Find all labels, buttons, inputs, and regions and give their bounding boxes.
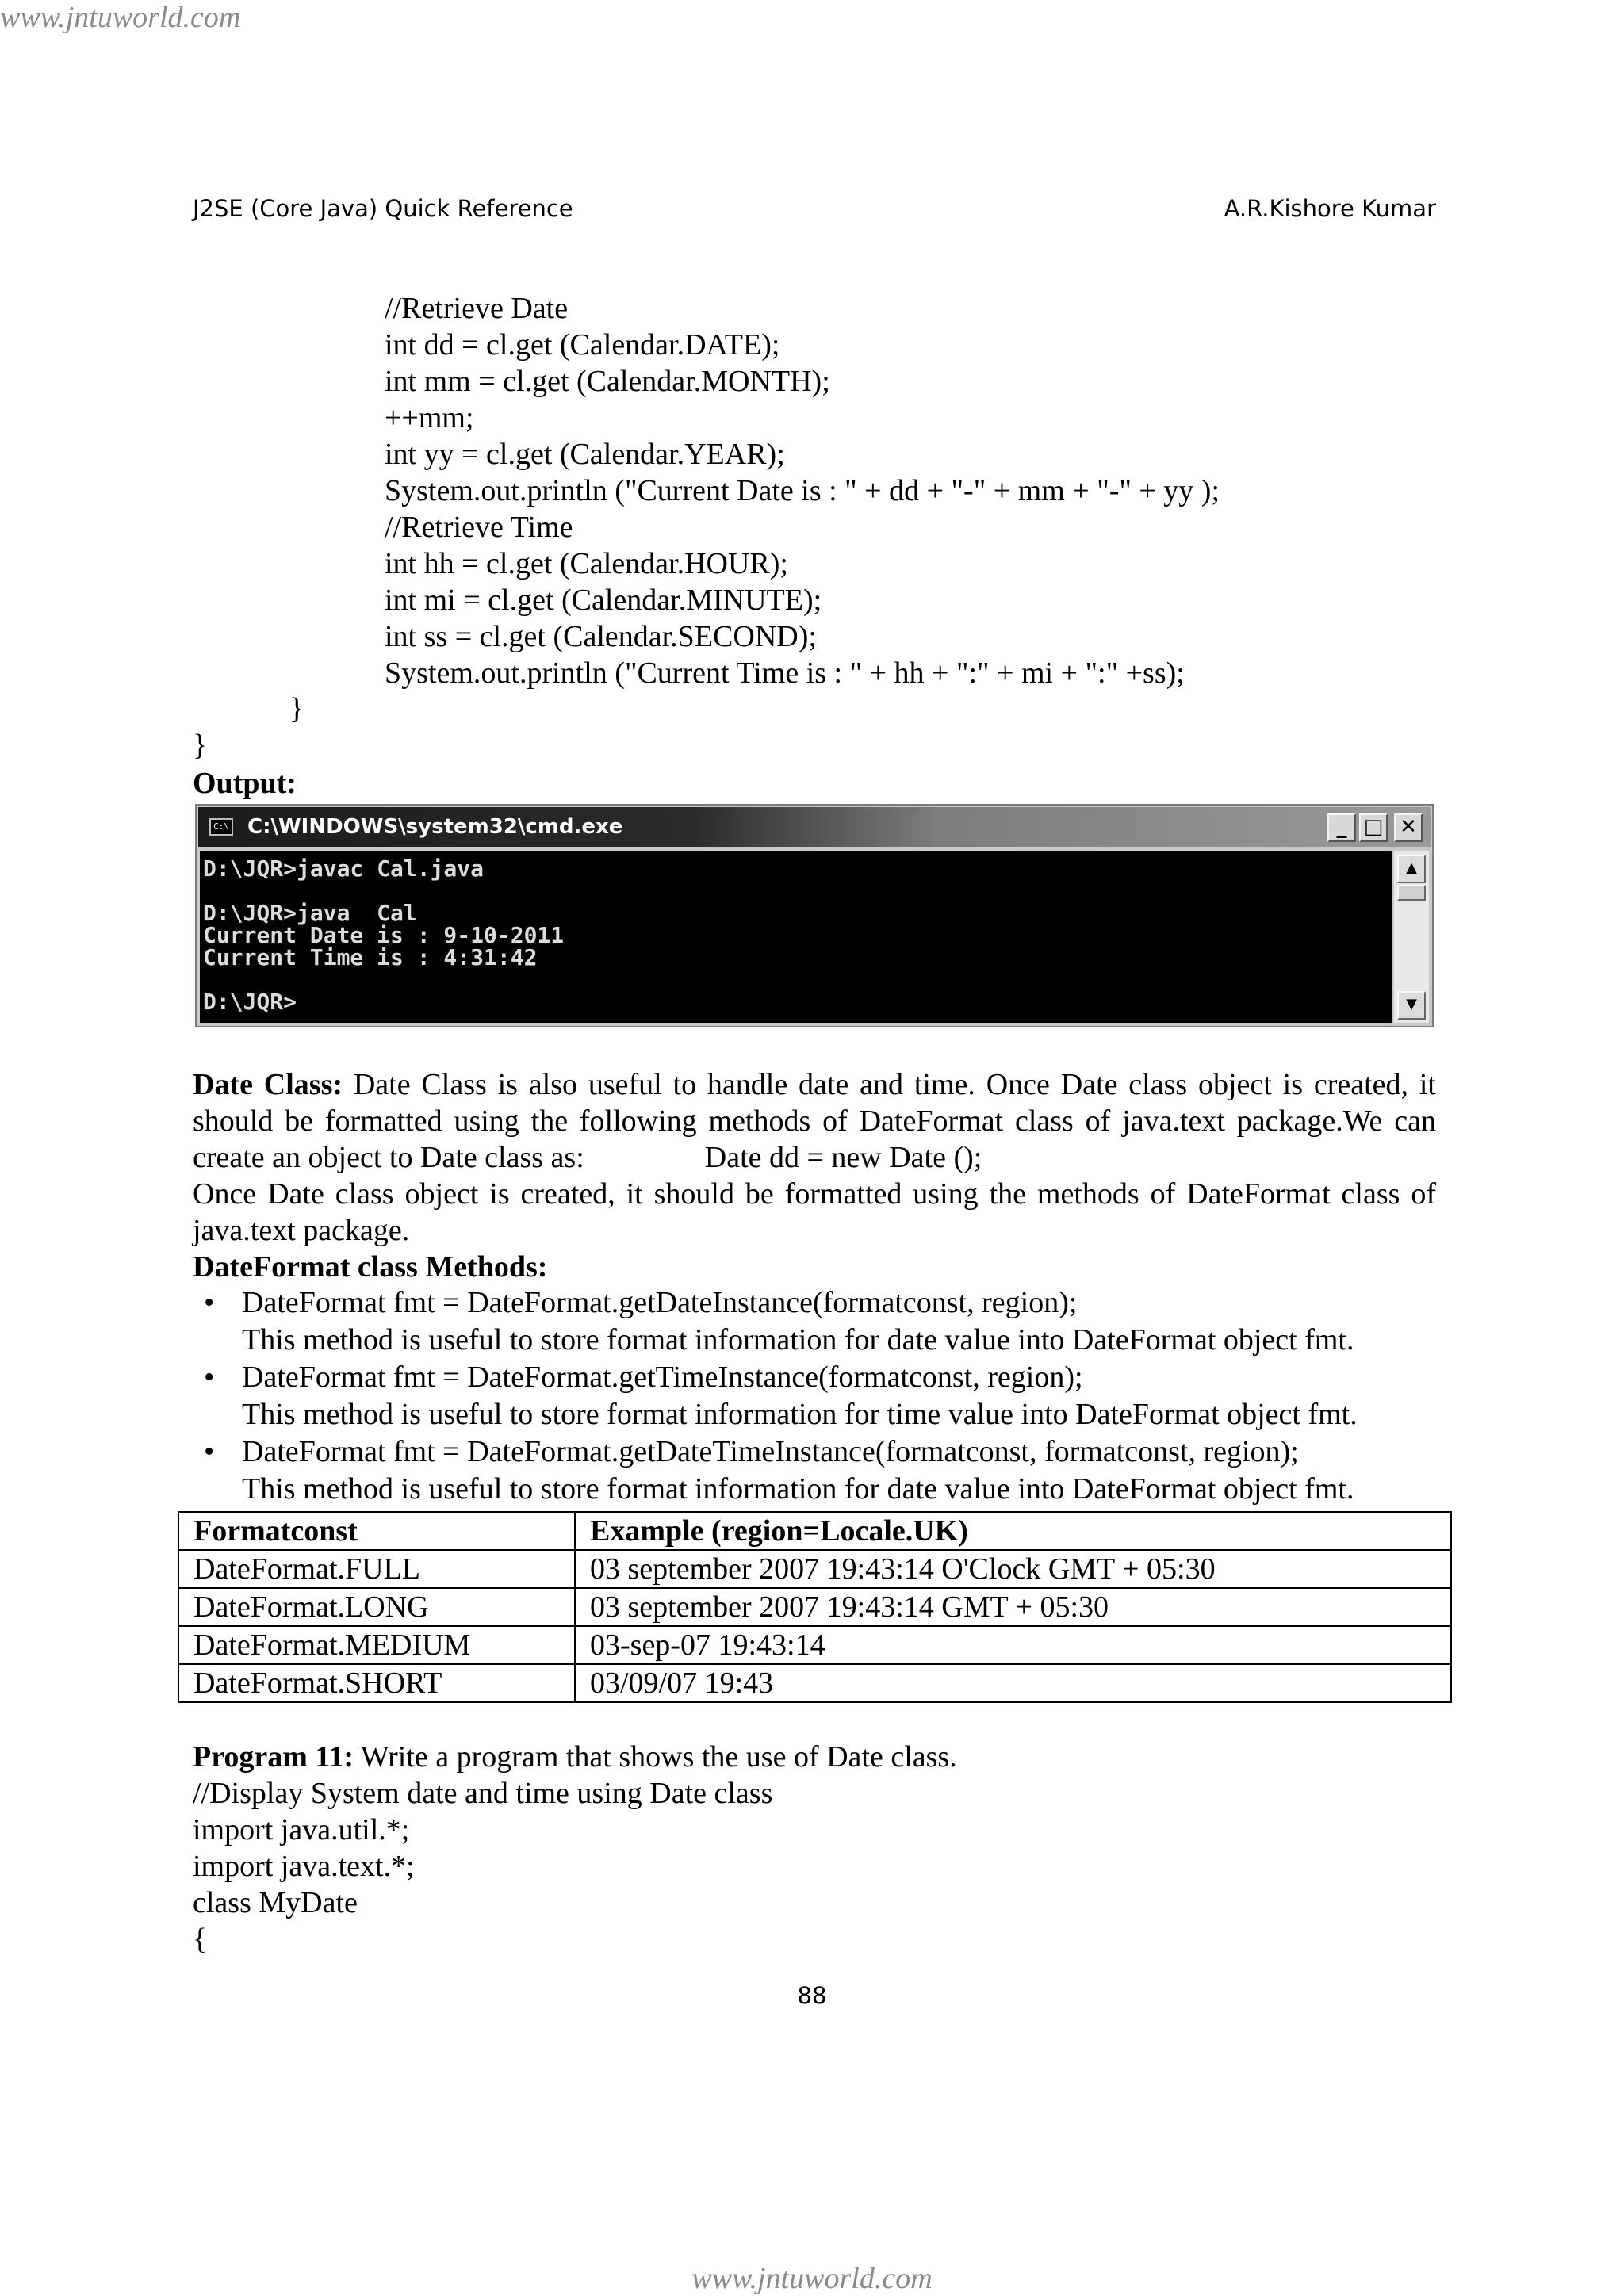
console-line: [203, 969, 1392, 991]
formatconst-table: [178, 1511, 1452, 1703]
page-number: 88: [797, 1982, 827, 2009]
date-class-paragraph: [193, 1066, 1436, 1176]
program-code-line: import java.util.*;: [193, 1813, 410, 1846]
table-cell: 03 september 2007 19:43:14 O'Clock GMT + 05:30: [575, 1550, 1451, 1588]
table-row: [178, 1588, 1451, 1626]
cmd-icon: C:\: [209, 818, 233, 836]
scroll-down-icon[interactable]: ▼: [1397, 991, 1426, 1020]
program-code-line: //Display System date and time using Date class: [193, 1777, 773, 1810]
code-lines: [385, 290, 1220, 691]
program-code: [193, 1775, 957, 1957]
date-class-text: Date Class is also useful to handle date and time. Once Date class object is created, it should be formatted using the following methods of DateFormat class of java.text package.We can create an object to Date class as:: [193, 1068, 1436, 1174]
program-code-line: class MyDate: [193, 1886, 358, 1919]
date-class-paragraph-2: Once Date class object is created, it should be formatted using the methods of DateFormat class of java.text package.: [193, 1177, 1436, 1247]
table-cell: 03 september 2007 19:43:14 GMT + 05:30: [575, 1588, 1451, 1626]
cmd-scrollbar[interactable]: [1394, 851, 1429, 1023]
code-line: int dd = cl.get (Calendar.DATE);: [385, 328, 780, 362]
bullet-icon: •: [204, 1435, 215, 1468]
table-cell: 03-sep-07 19:43:14: [575, 1626, 1451, 1664]
console-line: Current Time is : 4:31:42: [203, 944, 538, 970]
program-section: [193, 1739, 957, 1957]
table-cell: DateFormat.FULL: [178, 1550, 575, 1588]
closing-brace-method: }: [289, 692, 304, 725]
date-class-label: Date Class:: [193, 1068, 343, 1101]
cmd-console-output[interactable]: [200, 851, 1392, 1023]
bullet-icon: •: [204, 1286, 215, 1319]
console-line: D:\JQR>java Cal: [203, 900, 417, 926]
console-line: [203, 880, 1392, 902]
table-header-cell: Formatconst: [178, 1512, 575, 1550]
code-line: int ss = cl.get (Calendar.SECOND);: [385, 620, 817, 653]
table-cell: DateFormat.LONG: [178, 1588, 575, 1626]
code-line: ++mm;: [385, 401, 474, 434]
console-line: D:\JQR>javac Cal.java: [203, 855, 485, 882]
table-row: [178, 1664, 1451, 1702]
code-line: int mm = cl.get (Calendar.MONTH);: [385, 365, 830, 398]
closing-brace-class: }: [193, 729, 208, 762]
code-line: int mi = cl.get (Calendar.MINUTE);: [385, 584, 822, 617]
method-description: This method is useful to store format information for date value into DateFormat object fmt.: [242, 1323, 1354, 1357]
method-signature: DateFormat fmt = DateFormat.getTimeInstance(formatconst, region);: [242, 1360, 1083, 1394]
cmd-window: [195, 804, 1434, 1027]
method-description: This method is useful to store format information for time value into DateFormat object fmt.: [242, 1398, 1358, 1431]
program-title: Write a program that shows the use of Date class.: [353, 1740, 957, 1774]
table-header-cell: Example (region=Locale.UK): [575, 1512, 1451, 1550]
methods-title: DateFormat class Methods:: [193, 1250, 548, 1284]
watermark-top: www.jntuworld.com: [0, 1, 241, 34]
scroll-thumb[interactable]: [1397, 885, 1426, 901]
method-signature: DateFormat fmt = DateFormat.getDateTimeInstance(formatconst, formatconst, region);: [242, 1435, 1299, 1468]
methods-list: [193, 1284, 1461, 1508]
table-header-row: [178, 1512, 1451, 1550]
method-item: [193, 1433, 1461, 1508]
console-line: Current Date is : 9-10-2011: [203, 922, 565, 948]
table-row: [178, 1550, 1451, 1588]
program-code-line: import java.text.*;: [193, 1850, 415, 1883]
method-signature: DateFormat fmt = DateFormat.getDateInstance(formatconst, region);: [242, 1286, 1078, 1319]
table-cell: DateFormat.SHORT: [178, 1664, 575, 1702]
cmd-titlebar[interactable]: [198, 807, 1431, 847]
scroll-up-icon[interactable]: ▲: [1397, 855, 1426, 883]
table-cell: 03/09/07 19:43: [575, 1664, 1451, 1702]
method-description: This method is useful to store format information for date value into DateFormat object fmt.: [242, 1472, 1354, 1506]
date-class-code: Date dd = new Date ();: [704, 1141, 982, 1174]
code-line: System.out.println ("Current Date is : " + dd + "-" + mm + "-" + yy );: [385, 474, 1220, 507]
table-row: [178, 1626, 1451, 1664]
cmd-title: C:\WINDOWS\system32\cmd.exe: [247, 815, 623, 839]
header-title: J2SE (Core Java) Quick Reference: [193, 195, 573, 222]
output-label: Output:: [193, 767, 297, 800]
console-line: D:\JQR>: [203, 989, 297, 1015]
table-cell: DateFormat.MEDIUM: [178, 1626, 575, 1664]
program-heading: [193, 1739, 957, 1775]
method-item: [193, 1359, 1461, 1433]
minimize-button[interactable]: _: [1327, 813, 1356, 842]
code-line: System.out.println ("Current Time is : " + hh + ":" + mi + ":" +ss);: [385, 656, 1185, 690]
header-author: A.R.Kishore Kumar: [1224, 195, 1436, 222]
bullet-icon: •: [204, 1360, 215, 1394]
watermark-bottom: www.jntuworld.com: [691, 2262, 933, 2295]
code-line: //Retrieve Date: [385, 292, 569, 325]
close-button[interactable]: ✕: [1394, 813, 1423, 842]
maximize-button[interactable]: □: [1359, 813, 1388, 842]
code-line: int yy = cl.get (Calendar.YEAR);: [385, 438, 785, 471]
program-label: Program 11:: [193, 1740, 354, 1774]
code-line: //Retrieve Time: [385, 511, 573, 544]
program-code-line: {: [193, 1923, 208, 1956]
method-item: [193, 1284, 1461, 1359]
code-line: int hh = cl.get (Calendar.HOUR);: [385, 547, 788, 580]
